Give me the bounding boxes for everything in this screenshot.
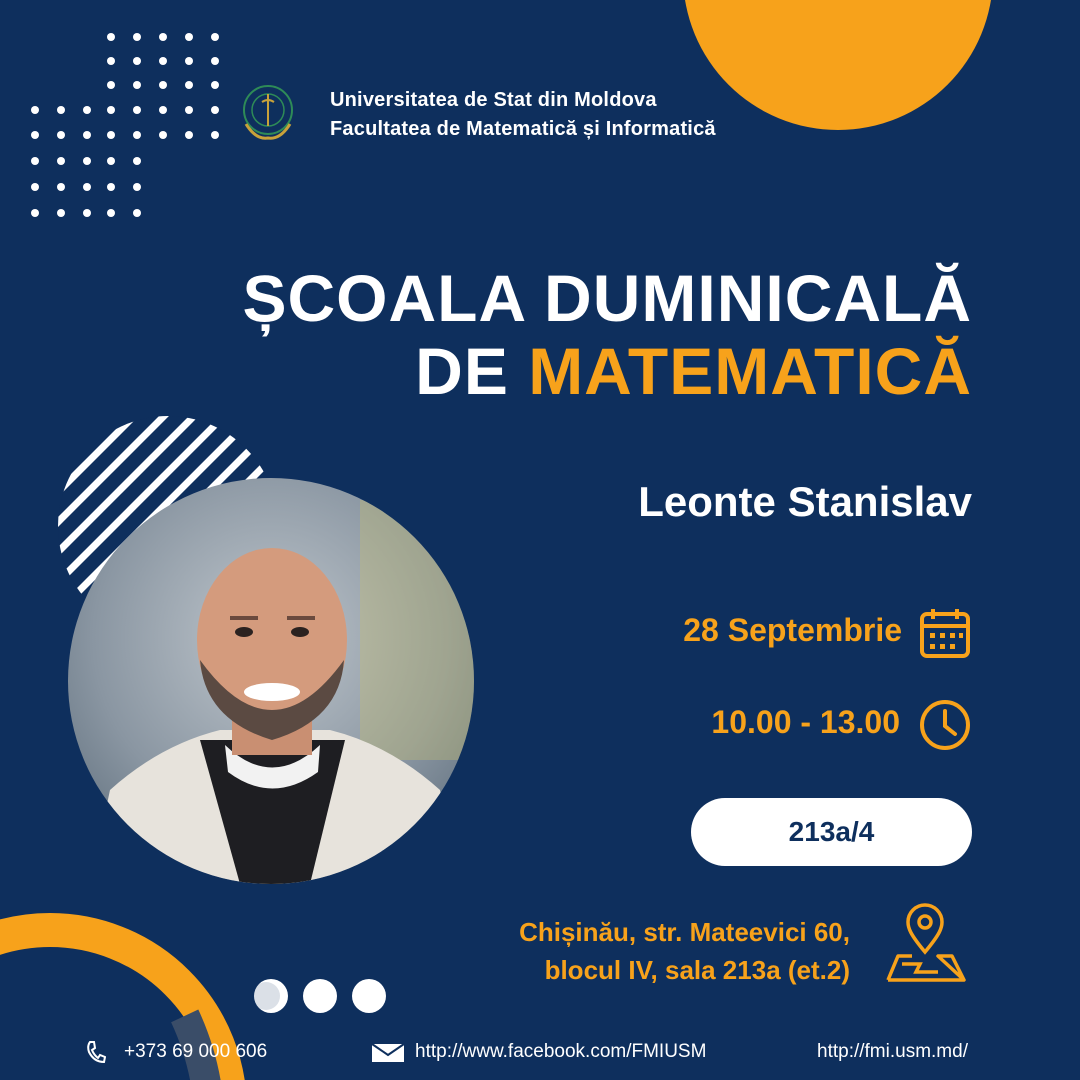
orange-circle-decoration [683, 0, 993, 130]
calendar-icon [918, 606, 972, 660]
university-name: Universitatea de Stat din Moldova [330, 89, 657, 111]
speaker-name: Leonte Stanislav [638, 478, 972, 525]
title-line2 [415, 334, 972, 408]
title-highlight: MATEMATICĂ [528, 334, 972, 408]
three-circles-decoration [252, 979, 386, 1013]
room-number: 213a/4 [788, 816, 875, 847]
event-time: 10.00 - 13.00 [711, 704, 900, 740]
room-badge [691, 798, 972, 866]
map-location-icon [880, 900, 970, 984]
title-line1: ȘCOALA DUMINICALĂ [242, 261, 972, 335]
title-prefix: DE [415, 334, 509, 408]
footer-phone: +373 69 000 606 [124, 1041, 268, 1062]
footer-facebook-link[interactable]: http://www.facebook.com/FMIUSM [415, 1041, 707, 1062]
envelope-icon [371, 1043, 405, 1063]
phone-icon [86, 1040, 106, 1064]
clock-icon [918, 698, 972, 752]
address-line2: blocul IV, sala 213a (et.2) [544, 955, 850, 985]
event-date: 28 Septembrie [683, 612, 902, 648]
university-seal-icon [236, 80, 300, 144]
dot-grid-decoration [31, 33, 219, 217]
footer-website-link[interactable]: http://fmi.usm.md/ [817, 1041, 968, 1062]
faculty-name: Facultatea de Matematică și Informatică [330, 118, 716, 140]
address-line1: Chișinău, str. Mateevici 60, [519, 917, 850, 947]
